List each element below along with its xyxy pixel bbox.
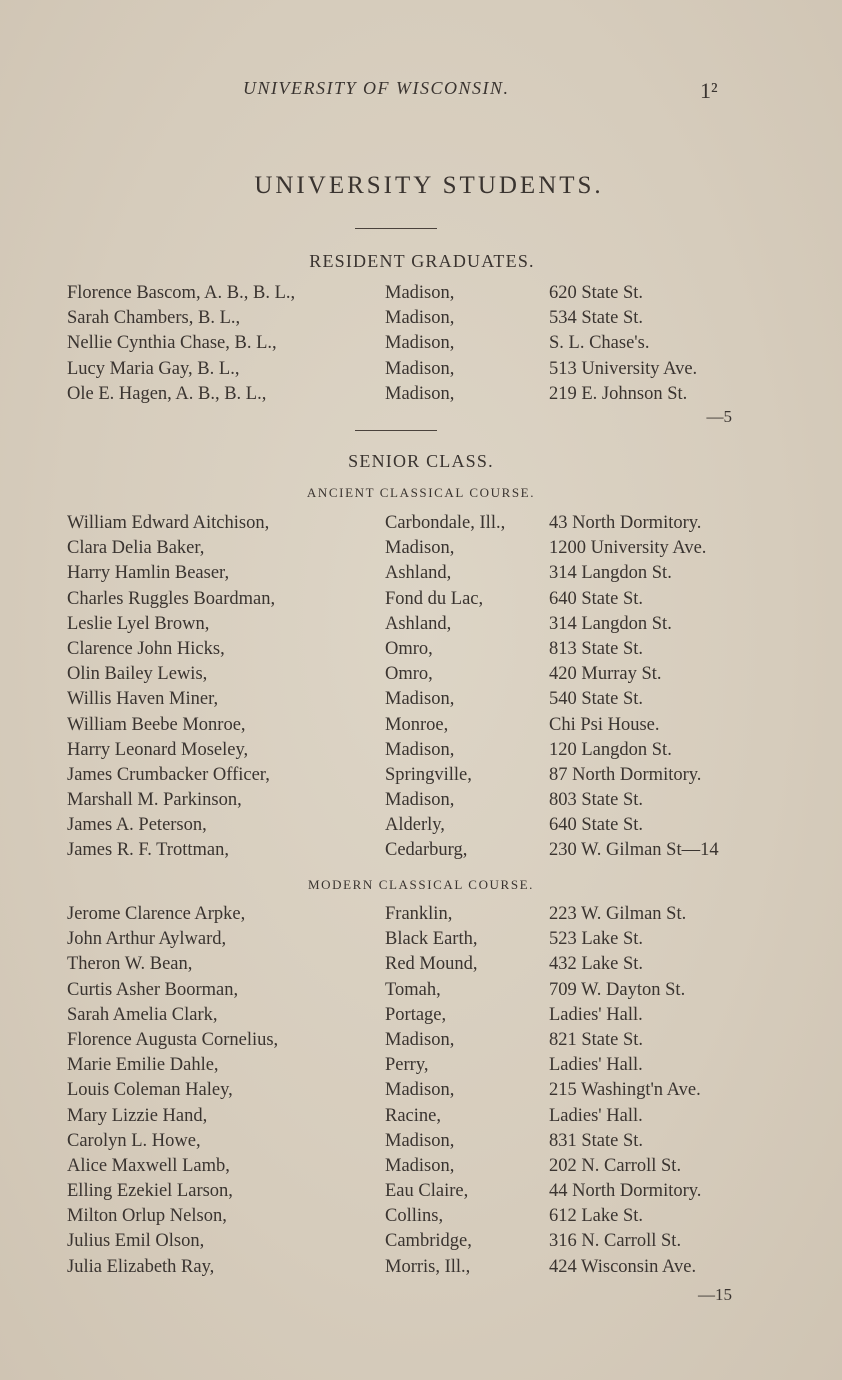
student-row: [0, 1156, 842, 1181]
student-address: 420 Murray St.: [549, 664, 662, 685]
student-row: [0, 333, 842, 358]
student-hometown: Monroe,: [385, 714, 449, 735]
student-row: [0, 359, 842, 384]
student-address: 314 Langdon St.: [549, 613, 672, 634]
student-hometown: Omro,: [385, 638, 433, 659]
senior-class-heading: SENIOR CLASS.: [348, 451, 494, 471]
student-name: Harry Leonard Moseley,: [67, 739, 249, 760]
student-row: [0, 384, 842, 409]
student-name: Sarah Chambers, B. L.,: [67, 308, 241, 329]
student-address: 316 N. Carroll St.: [549, 1231, 682, 1252]
student-address: 43 North Dormitory.: [549, 513, 702, 533]
student-hometown: Eau Claire,: [385, 1181, 469, 1202]
student-address: 831 State St.: [549, 1130, 644, 1151]
student-address: 223 W. Gilman St.: [549, 904, 687, 924]
student-row: [0, 589, 842, 614]
student-row: [0, 980, 842, 1005]
student-name: William Beebe Monroe,: [67, 714, 246, 735]
student-hometown: Carbondale, Ill.,: [385, 513, 506, 533]
student-address: 424 Wisconsin Ave.: [549, 1256, 697, 1277]
student-address: 640 State St.: [549, 588, 644, 609]
running-title: UNIVERSITY OF WISCONSIN.: [243, 78, 510, 98]
student-row: [0, 283, 842, 308]
student-address: Ladies' Hall.: [549, 1004, 643, 1025]
student-address: 709 W. Dayton St.: [549, 979, 686, 1000]
student-name: Alice Maxwell Lamb,: [67, 1155, 230, 1176]
student-name: Ole E. Hagen, A. B., B. L.,: [67, 383, 267, 404]
student-hometown: Fond du Lac,: [385, 588, 484, 609]
student-hometown: Portage,: [385, 1004, 447, 1025]
student-name: Olin Bailey Lewis,: [67, 664, 208, 685]
student-name: James A. Peterson,: [67, 815, 207, 836]
student-hometown: Franklin,: [385, 904, 453, 924]
student-row: [0, 664, 842, 689]
student-hometown: Madison,: [385, 739, 455, 760]
student-address: 813 State St.: [549, 638, 644, 659]
student-address: 1200 University Ave.: [549, 538, 707, 559]
student-address: 540 State St.: [549, 689, 644, 710]
divider-rule: [355, 228, 437, 229]
student-name: Louis Coleman Haley,: [67, 1080, 233, 1101]
resident-graduates-total: —5: [706, 407, 732, 426]
student-hometown: Madison,: [385, 1029, 455, 1050]
page-number: 1²: [700, 78, 718, 103]
student-name: Clara Delia Baker,: [67, 538, 205, 559]
student-hometown: Ashland,: [385, 563, 452, 584]
student-row: [0, 1030, 842, 1055]
student-hometown: Madison,: [385, 1130, 455, 1151]
modern-classical-total: —15: [698, 1285, 732, 1304]
student-address: 534 State St.: [549, 308, 644, 329]
student-row: [0, 513, 842, 538]
student-name: Nellie Cynthia Chase, B. L.,: [67, 333, 277, 354]
student-name: Sarah Amelia Clark,: [67, 1004, 218, 1025]
page-title: UNIVERSITY STUDENTS.: [254, 172, 604, 199]
student-address: 612 Lake St.: [549, 1206, 644, 1227]
student-name: Charles Ruggles Boardman,: [67, 588, 276, 609]
student-row: [0, 1181, 842, 1206]
student-address: 803 State St.: [549, 790, 644, 811]
student-name: Julius Emil Olson,: [67, 1231, 205, 1252]
student-hometown: Perry,: [385, 1055, 429, 1076]
student-row: [0, 1080, 842, 1105]
student-name: William Edward Aitchison,: [67, 513, 270, 533]
student-name: Milton Orlup Nelson,: [67, 1206, 227, 1227]
student-hometown: Madison,: [385, 308, 455, 329]
student-address: Ladies' Hall.: [549, 1055, 643, 1076]
student-hometown: Black Earth,: [385, 929, 478, 950]
student-name: John Arthur Aylward,: [67, 929, 227, 950]
student-hometown: Tomah,: [385, 979, 441, 1000]
student-address: 202 N. Carroll St.: [549, 1155, 682, 1176]
student-hometown: Madison,: [385, 358, 455, 379]
student-hometown: Racine,: [385, 1105, 441, 1126]
student-address: 821 State St.: [549, 1029, 644, 1050]
student-row: [0, 929, 842, 954]
student-name: Marshall M. Parkinson,: [67, 790, 242, 811]
student-name: Harry Hamlin Beaser,: [67, 563, 230, 584]
student-row: [0, 1206, 842, 1231]
student-hometown: Madison,: [385, 333, 455, 354]
student-hometown: Madison,: [385, 283, 455, 303]
student-hometown: Collins,: [385, 1206, 444, 1227]
ancient-classical-heading: ANCIENT CLASSICAL COURSE.: [306, 485, 536, 500]
student-row: [0, 308, 842, 333]
student-hometown: Omro,: [385, 664, 433, 685]
student-address: 640 State St.: [549, 815, 644, 836]
student-name: Curtis Asher Boorman,: [67, 979, 239, 1000]
student-row: [0, 740, 842, 765]
student-address: 44 North Dormitory.: [549, 1181, 702, 1202]
student-name: Florence Bascom, A. B., B. L.,: [67, 283, 296, 303]
student-address: 523 Lake St.: [549, 929, 644, 950]
student-name: Leslie Lyel Brown,: [67, 613, 210, 634]
student-hometown: Cedarburg,: [385, 840, 468, 861]
modern-classical-list: [0, 904, 842, 1282]
student-address: 314 Langdon St.: [549, 563, 672, 584]
student-hometown: Alderly,: [385, 815, 445, 836]
student-row: [0, 1055, 842, 1080]
student-name: Julia Elizabeth Ray,: [67, 1256, 215, 1277]
student-row: [0, 538, 842, 563]
student-row: [0, 614, 842, 639]
student-hometown: Cambridge,: [385, 1231, 472, 1252]
student-hometown: Madison,: [385, 790, 455, 811]
student-hometown: Morris, Ill.,: [385, 1256, 471, 1277]
student-address: Chi Psi House.: [549, 714, 660, 735]
student-address: 120 Langdon St.: [549, 739, 672, 760]
student-name: Elling Ezekiel Larson,: [67, 1181, 233, 1202]
student-address: 230 W. Gilman St—14: [549, 840, 719, 861]
student-name: James Crumbacker Officer,: [67, 764, 270, 785]
student-name: Clarence John Hicks,: [67, 638, 225, 659]
student-row: [0, 639, 842, 664]
student-address: 432 Lake St.: [549, 954, 644, 975]
resident-graduates-heading: RESIDENT GRADUATES.: [309, 251, 535, 271]
resident-graduates-list: [0, 283, 842, 409]
student-name: Florence Augusta Cornelius,: [67, 1029, 279, 1050]
student-hometown: Madison,: [385, 1080, 455, 1101]
student-address: 219 E. Johnson St.: [549, 383, 688, 404]
student-row: [0, 1106, 842, 1131]
student-hometown: Madison,: [385, 1155, 455, 1176]
student-name: Mary Lizzie Hand,: [67, 1105, 208, 1126]
student-hometown: Ashland,: [385, 613, 452, 634]
ancient-classical-list: [0, 513, 842, 866]
student-hometown: Madison,: [385, 383, 455, 404]
student-row: [0, 689, 842, 714]
student-address: 513 University Ave.: [549, 358, 698, 379]
student-row: [0, 954, 842, 979]
student-row: [0, 1257, 842, 1282]
student-row: [0, 715, 842, 740]
divider-rule: [355, 430, 437, 431]
student-hometown: Red Mound,: [385, 954, 478, 975]
student-address: 215 Washingt'n Ave.: [549, 1080, 701, 1101]
student-row: [0, 840, 842, 865]
student-name: Jerome Clarence Arpke,: [67, 904, 246, 924]
student-row: [0, 765, 842, 790]
student-name: Willis Haven Miner,: [67, 689, 219, 710]
student-address: S. L. Chase's.: [549, 333, 650, 354]
student-address: Ladies' Hall.: [549, 1105, 643, 1126]
student-row: [0, 904, 842, 929]
student-row: [0, 1005, 842, 1030]
student-row: [0, 815, 842, 840]
student-row: [0, 1131, 842, 1156]
student-hometown: Springville,: [385, 764, 472, 785]
student-hometown: Madison,: [385, 538, 455, 559]
student-address: 87 North Dormitory.: [549, 764, 702, 785]
student-name: Carolyn L. Howe,: [67, 1130, 201, 1151]
running-head: [0, 78, 842, 104]
modern-classical-heading: MODERN CLASSICAL COURSE.: [307, 877, 535, 892]
student-name: Marie Emilie Dahle,: [67, 1055, 219, 1076]
student-address: 620 State St.: [549, 283, 644, 303]
student-row: [0, 790, 842, 815]
student-name: Lucy Maria Gay, B. L.,: [67, 358, 240, 379]
student-hometown: Madison,: [385, 689, 455, 710]
student-name: James R. F. Trottman,: [67, 840, 229, 861]
student-row: [0, 563, 842, 588]
student-name: Theron W. Bean,: [67, 954, 193, 975]
student-row: [0, 1231, 842, 1256]
